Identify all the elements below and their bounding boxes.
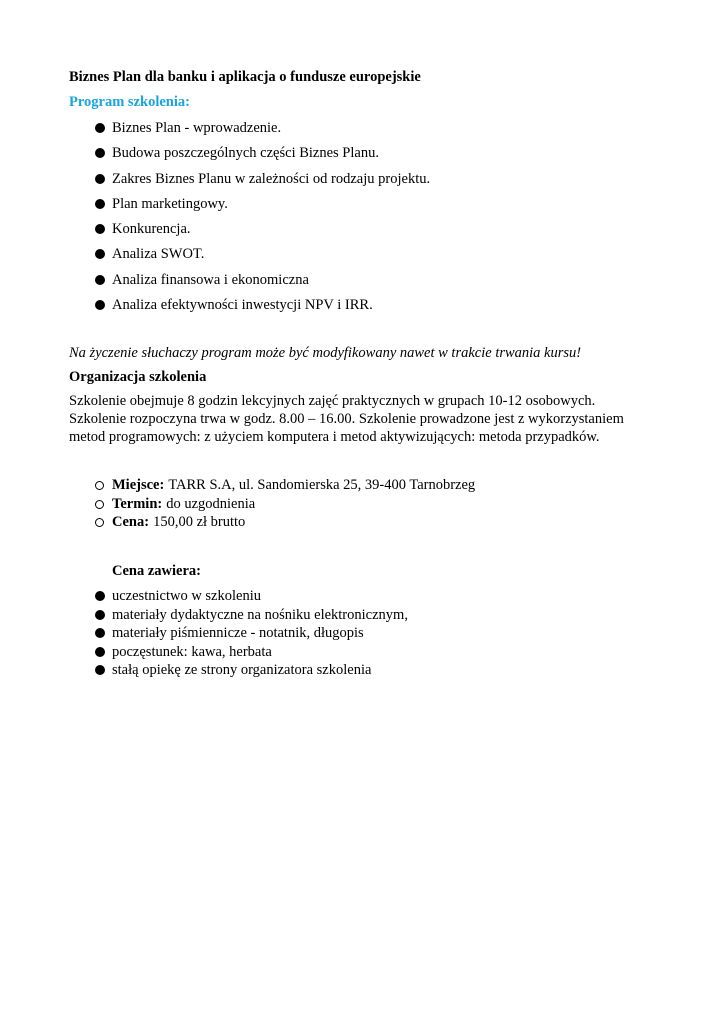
detail-place: Miejsce: TARR S.A, ul. Sandomierska 25, 39-400 Tarnobrzeg [95, 476, 475, 495]
bullet-dot-icon [95, 628, 105, 638]
bullet-circle-icon [95, 518, 104, 527]
bullet-dot-icon [95, 300, 105, 310]
bullet-dot-icon [95, 610, 105, 620]
organization-heading: Organizacja szkolenia [69, 369, 207, 385]
list-item: Biznes Plan - wprowadzenie. [95, 119, 430, 144]
detail-price: Cena: 150,00 zł brutto [95, 513, 475, 532]
bullet-circle-icon [95, 481, 104, 490]
document-title: Biznes Plan dla banku i aplikacja o fundusze europejskie [69, 69, 421, 85]
program-note: Na życzenie słuchaczy program może być modyfikowany nawet w trakcie trwania kursu! [69, 345, 582, 361]
list-item: Analiza SWOT. [95, 245, 430, 270]
organization-line: Szkolenie rozpoczyna trwa w godz. 8.00 – 16.00. Szkolenie prowadzone jest z wykorzystaniem [69, 411, 624, 427]
list-item: materiały piśmiennicze - notatnik, długopis [95, 624, 408, 643]
bullet-dot-icon [95, 591, 105, 601]
bullet-dot-icon [95, 275, 105, 285]
program-list [95, 119, 430, 321]
list-item: Plan marketingowy. [95, 195, 430, 220]
list-item: poczęstunek: kawa, herbata [95, 643, 408, 662]
bullet-dot-icon [95, 665, 105, 675]
details-list [95, 476, 475, 532]
list-item: Konkurencja. [95, 220, 430, 245]
bullet-dot-icon [95, 224, 105, 234]
list-item: Zakres Biznes Planu w zależności od rodzaju projektu. [95, 170, 430, 195]
bullet-dot-icon [95, 199, 105, 209]
organization-line: Szkolenie obejmuje 8 godzin lekcyjnych zajęć praktycznych w grupach 10-12 osobowych. [69, 393, 596, 409]
program-heading: Program szkolenia: [69, 94, 190, 110]
list-item: Budowa poszczególnych części Biznes Planu. [95, 144, 430, 169]
bullet-dot-icon [95, 249, 105, 259]
list-item: Analiza finansowa i ekonomiczna [95, 271, 430, 296]
bullet-dot-icon [95, 123, 105, 133]
list-item: stałą opiekę ze strony organizatora szkolenia [95, 661, 408, 680]
organization-text [69, 392, 669, 446]
bullet-circle-icon [95, 500, 104, 509]
list-item: Analiza efektywności inwestycji NPV i IRR. [95, 296, 430, 321]
list-item: uczestnictwo w szkoleniu [95, 587, 408, 606]
bullet-dot-icon [95, 647, 105, 657]
list-item: materiały dydaktyczne na nośniku elektronicznym, [95, 606, 408, 625]
price-includes-heading: Cena zawiera: [112, 563, 201, 579]
detail-date: Termin: do uzgodnienia [95, 495, 475, 514]
bullet-dot-icon [95, 148, 105, 158]
organization-line: metod programowych: z użyciem komputera i metod aktywizujących: metoda przypadków. [69, 429, 600, 445]
bullet-dot-icon [95, 174, 105, 184]
price-includes-list [95, 587, 408, 680]
